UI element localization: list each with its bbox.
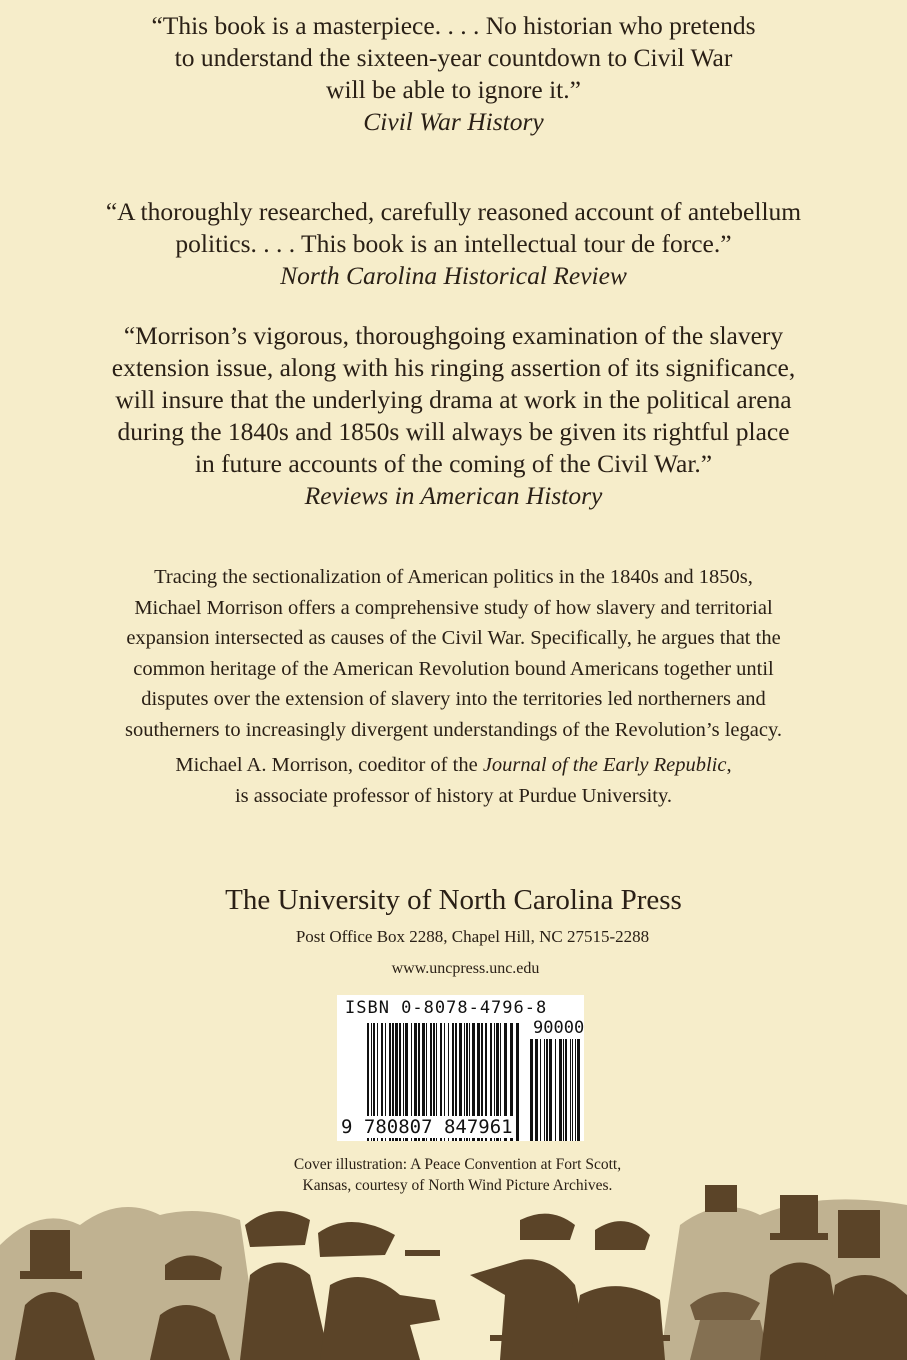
quote-source: North Carolina Historical Review (280, 261, 627, 290)
quote-source: Civil War History (363, 107, 544, 136)
isbn-barcode (337, 995, 584, 1141)
quote-line: to understand the sixteen-year countdown to Civil War (174, 43, 733, 72)
book-description (0, 562, 907, 745)
barcode-bar (540, 1039, 541, 1141)
review-quote-2 (0, 196, 907, 292)
publisher-name: The University of North Carolina Press (225, 884, 682, 916)
barcode-bar (546, 1039, 548, 1141)
bio-text: is associate professor of history at Purdue University. (234, 784, 673, 807)
journal-title: Journal of the Early Republic (482, 754, 727, 776)
description-line: Tracing the sectionalization of American politics in the 1840s and 1850s, (154, 566, 753, 588)
author-bio (0, 750, 907, 811)
publisher-website[interactable]: www.uncpress.unc.edu (391, 960, 540, 977)
barcode-bar (516, 1023, 519, 1141)
bio-text: , (726, 754, 732, 776)
barcode-bar (570, 1039, 571, 1141)
quote-source: Reviews in American History (304, 481, 603, 510)
barcode-bar (563, 1039, 564, 1141)
publisher-address: Post Office Box 2288, Chapel Hill, NC 27515-2288 (295, 927, 650, 946)
barcode-bar (544, 1039, 545, 1141)
quote-line: extension issue, along with his ringing assertion of its significance, (111, 353, 796, 382)
ean-number: 9 780807 847961 (341, 1116, 513, 1138)
barcode-bar (575, 1039, 576, 1141)
quote-line: politics. . . . This book is an intellectual tour de force.” (175, 229, 732, 258)
quote-line: “A thoroughly researched, carefully reasoned account of antebellum (105, 197, 802, 226)
barcode-bar (555, 1039, 556, 1141)
quote-line: “This book is a masterpiece. . . . No historian who pretends (151, 11, 756, 40)
cover-illustration (0, 1185, 907, 1360)
barcode-bar (572, 1039, 573, 1141)
barcode-bar (577, 1039, 580, 1141)
barcode-bar (535, 1039, 538, 1141)
description-line: expansion intersected as causes of the Civil War. Specifically, he argues that the (126, 627, 781, 649)
description-line: disputes over the extension of slavery into the territories led northerners and (141, 688, 766, 710)
quote-line: will be able to ignore it.” (326, 75, 581, 104)
caption-line: Kansas, courtesy of North Wind Picture Archives. (302, 1177, 613, 1194)
review-quote-1 (0, 10, 907, 138)
quote-line: in future accounts of the coming of the Civil War.” (194, 449, 713, 478)
quote-line: during the 1840s and 1850s will always be given its rightful place (117, 417, 790, 446)
description-line: common heritage of the American Revolution bound Americans together until (133, 657, 774, 680)
description-line: southerners to increasingly divergent understandings of the Revolution’s legacy. (125, 718, 782, 741)
pistol (405, 1250, 440, 1256)
barcode-bar (559, 1039, 562, 1141)
quote-line: will insure that the underlying drama at work in the political arena (115, 385, 792, 414)
barcode-bar (530, 1039, 533, 1141)
isbn-label: ISBN 0-8078-4796-8 (345, 998, 548, 1018)
bio-text: Michael A. Morrison, coeditor of the (175, 754, 483, 776)
barcode-bar (565, 1039, 567, 1141)
barcode-bar (549, 1039, 552, 1141)
description-line: Michael Morrison offers a comprehensive study of how slavery and territorial (134, 596, 773, 619)
review-quote-3 (0, 320, 907, 512)
quote-line: “Morrison’s vigorous, thoroughgoing examination of the slavery (123, 321, 784, 350)
top-hat (30, 1230, 70, 1275)
caption-line: Cover illustration: A Peace Convention at Fort Scott, (293, 1156, 622, 1173)
price-addon: 90000 (533, 1018, 585, 1038)
